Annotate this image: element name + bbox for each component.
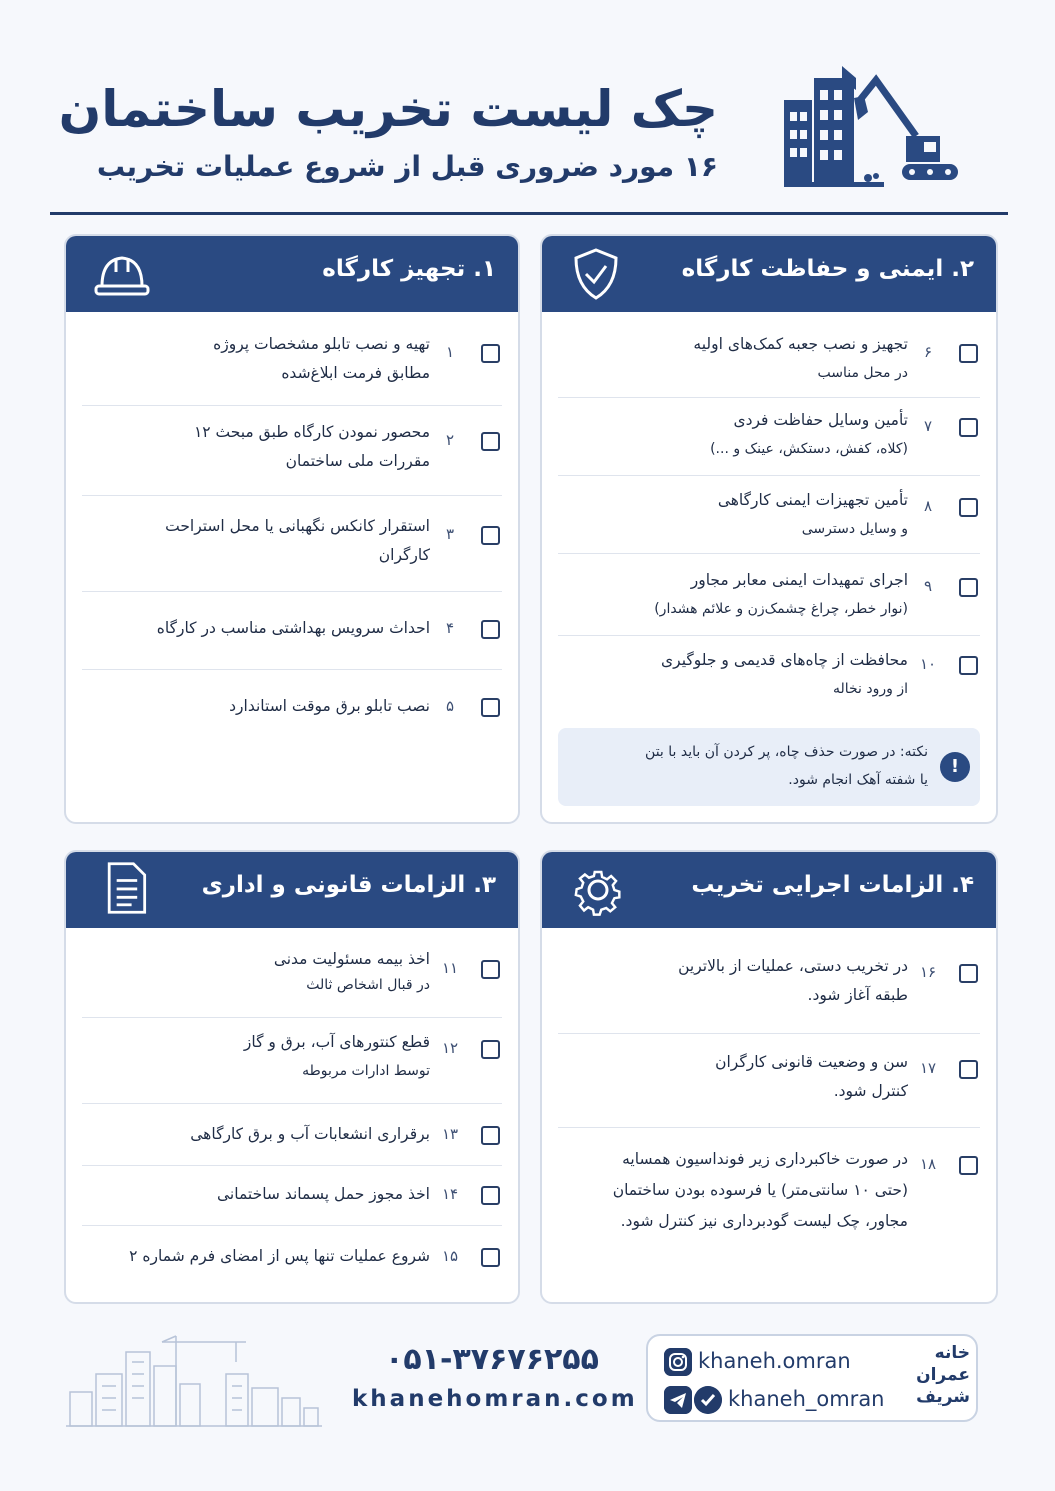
item-checkbox[interactable] — [959, 344, 978, 363]
checklist-item — [82, 592, 502, 670]
item-number: ۱۷ — [919, 1059, 937, 1077]
card-legal — [64, 850, 520, 1304]
card-header — [66, 852, 518, 928]
checklist-item — [82, 1104, 502, 1166]
item-number: ۱۵ — [441, 1247, 459, 1265]
item-checkbox[interactable] — [481, 1126, 500, 1145]
checklist-item — [82, 1166, 502, 1226]
item-text: سن و وضعیت قانونی کارگران کنترل شود. — [715, 1053, 908, 1100]
item-checkbox[interactable] — [481, 1248, 500, 1267]
item-text: محصور نمودن کارگاه طبق مبحث ۱۲ مقررات ملی ساختمان — [193, 423, 430, 470]
telegram-handle: khaneh_omran — [728, 1387, 885, 1411]
item-number: ۳ — [445, 525, 455, 543]
item-checkbox[interactable] — [481, 432, 500, 451]
checklist-item — [558, 944, 980, 1034]
website-link[interactable]: khanehomran.com — [352, 1386, 638, 1412]
item-number: ۱۸ — [919, 1155, 937, 1173]
page-subtitle: ۱۶ مورد ضروری قبل از شروع عملیات تخریب — [96, 150, 718, 183]
item-number: ۷ — [923, 417, 933, 435]
card-title: ۱. تجهیز کارگاه — [322, 256, 496, 282]
item-text: قطع کنتورهای آب، برق و گاز توسط ادارات مربوطه — [243, 1033, 430, 1079]
item-text: تجهیز و نصب جعبه کمک‌های اولیه در محل مناسب — [693, 335, 908, 381]
item-checkbox[interactable] — [481, 620, 500, 639]
checklist-item — [82, 942, 502, 1018]
item-number: ۱۲ — [441, 1039, 459, 1057]
item-checkbox[interactable] — [959, 498, 978, 517]
item-checkbox[interactable] — [481, 1186, 500, 1205]
item-number: ۹ — [923, 577, 933, 595]
shield-check-icon — [566, 246, 626, 302]
item-text: در صورت خاکبرداری زیر فونداسیون همسایه (حتی ۱۰ سانتی‌متر) یا فرسوده بودن ساختمان مجاور، چک لیست گودبرداری نیز کنترل شود. — [612, 1150, 908, 1230]
item-text: برقراری انشعابات آب و برق کارگاهی — [190, 1125, 430, 1143]
header-divider — [50, 212, 1008, 215]
document-icon — [96, 860, 156, 916]
check-badge-icon — [694, 1386, 722, 1414]
note-box — [558, 728, 980, 806]
instagram-icon — [664, 1348, 692, 1376]
item-number: ۱۱ — [441, 959, 459, 977]
item-number: ۲ — [445, 431, 455, 449]
checklist-item — [558, 398, 980, 476]
item-text: تهیه و نصب تابلو مشخصات پروژه مطابق فرمت ابلاغ‌شده — [213, 335, 430, 382]
item-number: ۶ — [923, 343, 933, 361]
item-text: اخذ مجوز حمل پسماند ساختمانی — [217, 1185, 430, 1203]
checklist-item — [82, 328, 502, 406]
item-number: ۱۰ — [919, 655, 937, 673]
item-checkbox[interactable] — [959, 578, 978, 597]
exclamation-icon: ! — [940, 752, 970, 782]
checklist-item — [558, 328, 980, 398]
item-checkbox[interactable] — [959, 964, 978, 983]
card-safety — [540, 234, 998, 824]
item-text: شروع عملیات تنها پس از امضای فرم شماره ۲ — [129, 1247, 430, 1265]
checklist-item — [558, 636, 980, 720]
item-number: ۱ — [445, 343, 455, 361]
item-checkbox[interactable] — [481, 526, 500, 545]
brand-logo: خانه عمران شریف — [916, 1343, 970, 1407]
card-title: ۳. الزامات قانونی و اداری — [201, 872, 496, 898]
item-text: استقرار کانکس نگهبانی یا محل استراحت کارگران — [165, 517, 430, 564]
checklist-item — [82, 406, 502, 496]
item-text: اجرای تمهیدات ایمنی معابر مجاور (نوار خطر، چراغ چشمک‌زن و علائم هشدار) — [654, 571, 908, 617]
phone-number[interactable]: ۰۵۱-۳۷۶۷۶۲۵۵ — [385, 1342, 599, 1377]
card-title: ۲. ایمنی و حفاظت کارگاه — [681, 256, 974, 282]
item-checkbox[interactable] — [959, 656, 978, 675]
item-number: ۱۳ — [441, 1125, 459, 1143]
checklist-item — [82, 1018, 502, 1104]
item-text: نصب تابلو برق موقت استاندارد — [229, 697, 430, 715]
item-text: تأمین تجهیزات ایمنی کارگاهی و وسایل دسترسی — [717, 491, 908, 537]
checklist-item — [558, 1128, 980, 1248]
item-checkbox[interactable] — [481, 698, 500, 717]
checklist-item — [558, 476, 980, 554]
checklist-item — [82, 670, 502, 750]
header — [50, 58, 1008, 208]
checklist-item — [558, 554, 980, 636]
card-header — [542, 236, 996, 312]
instagram-handle: khaneh.omran — [698, 1349, 851, 1373]
item-checkbox[interactable] — [481, 960, 500, 979]
note-text: نکته: در صورت حذف چاه، پر کردن آن باید با بتن یا شفته آهک انجام شود. — [645, 744, 928, 788]
card-execution — [540, 850, 998, 1304]
item-text: احداث سرویس بهداشتی مناسب در کارگاه — [156, 619, 430, 637]
item-number: ۴ — [445, 619, 455, 637]
gear-icon — [568, 862, 628, 918]
item-checkbox[interactable] — [959, 418, 978, 437]
item-number: ۵ — [445, 697, 455, 715]
item-number: ۱۶ — [919, 963, 937, 981]
item-number: ۸ — [923, 497, 933, 515]
card-site-equipment — [64, 234, 520, 824]
page-title: چک لیست تخریب ساختمان — [58, 80, 718, 138]
item-text: تأمین وسایل حفاظت فردی (کلاه، کفش، دستکش، عینک و ...) — [710, 411, 908, 457]
item-text: در تخریب دستی، عملیات از بالاترین طبقه آغاز شود. — [678, 957, 908, 1004]
card-title: ۴. الزامات اجرایی تخریب — [691, 872, 974, 898]
checklist-item — [558, 1034, 980, 1128]
item-checkbox[interactable] — [481, 344, 500, 363]
card-header — [542, 852, 996, 928]
item-text: اخذ بیمه مسئولیت مدنی در قبال اشخاص ثالث — [273, 950, 430, 993]
item-text: محافظت از چاه‌های قدیمی و جلوگیری از ورود نخاله — [661, 651, 908, 697]
city-skyline-icon — [66, 1332, 322, 1428]
telegram-icon — [664, 1386, 692, 1414]
item-checkbox[interactable] — [959, 1060, 978, 1079]
item-checkbox[interactable] — [481, 1040, 500, 1059]
checklist-item — [82, 1226, 502, 1292]
item-checkbox[interactable] — [959, 1156, 978, 1175]
hard-hat-icon — [92, 246, 152, 302]
card-header — [66, 236, 518, 312]
item-number: ۱۴ — [441, 1185, 459, 1203]
checklist-item — [82, 496, 502, 592]
building-excavator-icon — [784, 60, 960, 190]
